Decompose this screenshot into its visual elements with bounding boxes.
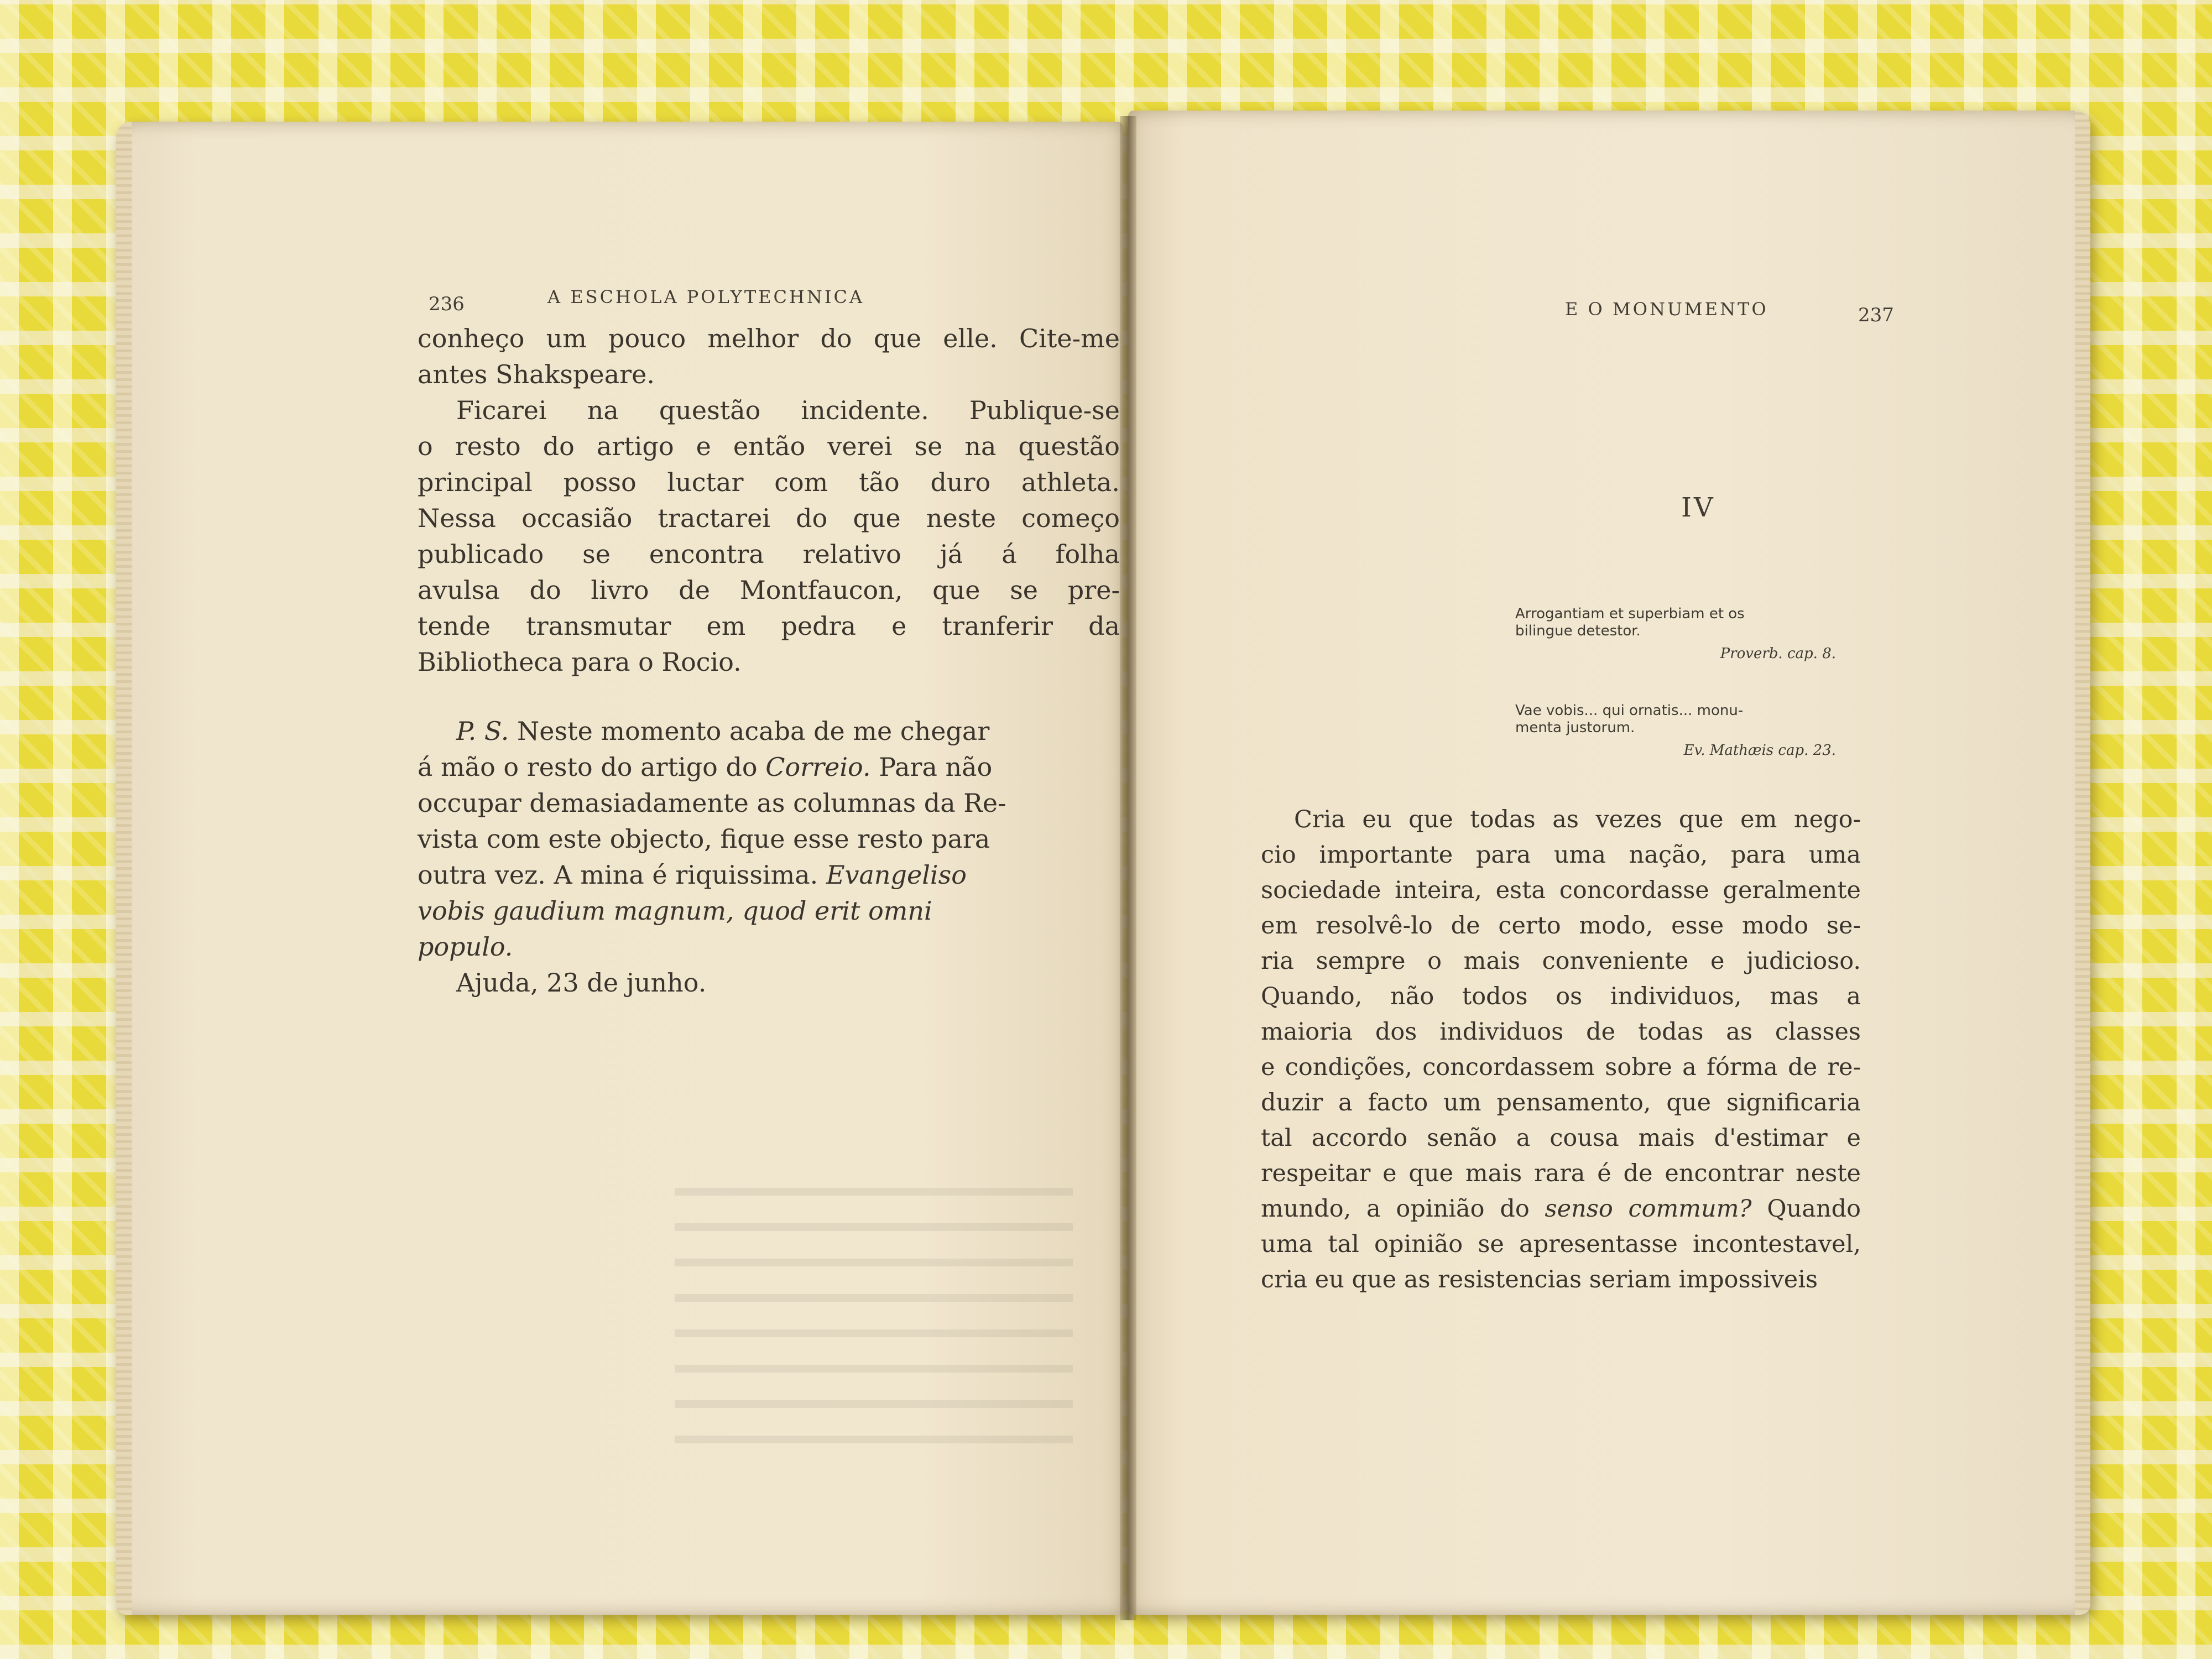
epigraph-reference: Ev. Mathæis cap. 23. bbox=[1683, 742, 1836, 759]
left-postscript bbox=[418, 713, 1120, 1001]
show-through-text bbox=[675, 1167, 1073, 1443]
text-line: Cria eu que todas as vezes que em nego- bbox=[1294, 806, 1861, 833]
ps-text: á mão o resto do artigo do bbox=[418, 752, 758, 782]
text-line: respeitar e que mais rara é de encontrar neste bbox=[1261, 1160, 1861, 1187]
text-line: principal posso luctar com tão duro athleta. bbox=[418, 467, 1120, 497]
right-body-text bbox=[1261, 802, 1861, 1297]
left-body-para2 bbox=[418, 393, 1120, 680]
text-line: ria sempre o mais conveniente e judicioso. bbox=[1261, 947, 1861, 975]
left-body-para1 bbox=[418, 321, 1120, 393]
body-text: mundo, a opinião do bbox=[1261, 1195, 1530, 1223]
text-line: e condições, concordassem sobre a fórma de re- bbox=[1261, 1053, 1861, 1081]
page-number-right: 237 bbox=[1858, 304, 1894, 326]
body-text: Quando bbox=[1767, 1195, 1861, 1223]
epigraph-line: menta justorum. bbox=[1515, 719, 1635, 736]
text-line: publicado se encontra relativo já á folha bbox=[418, 539, 1120, 569]
epigraph-2 bbox=[1515, 702, 1836, 759]
text-line: o resto do artigo e então verei se na questão bbox=[418, 431, 1120, 461]
right-page bbox=[1128, 111, 2090, 1615]
text-line bbox=[418, 857, 1120, 893]
epigraph-reference: Proverb. cap. 8. bbox=[1720, 645, 1836, 662]
ps-text: Neste momento acaba de me chegar bbox=[517, 716, 990, 746]
epigraph-line: bilingue detestor. bbox=[1515, 623, 1641, 639]
body-italic: senso commum? bbox=[1545, 1195, 1752, 1223]
chapter-heading: IV bbox=[1681, 492, 1715, 523]
text-line: uma tal opinião se apresentasse incontestavel, bbox=[1261, 1230, 1861, 1258]
ps-text: outra vez. A mina é riquissima. bbox=[418, 860, 818, 890]
ps-text: Para não bbox=[879, 752, 993, 782]
ps-italic: Evangeliso bbox=[826, 860, 967, 890]
text-line: duzir a facto um pensamento, que significaria bbox=[1261, 1089, 1861, 1117]
book-spine bbox=[1120, 116, 1136, 1620]
epigraph-line: Arrogantiam et superbiam et os bbox=[1515, 606, 1745, 622]
left-page-edge bbox=[116, 122, 132, 1615]
text-line: Nessa occasião tractarei do que neste começo bbox=[418, 503, 1120, 533]
text-line: maioria dos individuos de todas as classes bbox=[1261, 1018, 1861, 1046]
text-line: vobis gaudium magnum, quod erit omni bbox=[418, 896, 932, 926]
page-number-left: 236 bbox=[429, 293, 465, 315]
text-line: populo. bbox=[418, 932, 513, 962]
text-line: avulsa do livro de Montfaucon, que se pre- bbox=[418, 575, 1120, 605]
text-line: tende transmutar em pedra e tranferir da bbox=[418, 611, 1120, 641]
text-line: cria eu que as resistencias seriam impossiveis bbox=[1261, 1266, 1818, 1293]
text-line bbox=[418, 749, 1120, 785]
epigraph-line: Vae vobis... qui ornatis... monu- bbox=[1515, 702, 1744, 719]
text-line bbox=[1261, 1191, 1861, 1227]
ps-label: P. S. bbox=[456, 716, 509, 746]
text-line: cio importante para uma nação, para uma bbox=[1261, 841, 1861, 869]
running-head-right: E O MONUMENTO bbox=[1565, 299, 1768, 320]
text-line bbox=[418, 713, 1120, 749]
running-head-left: A ESCHOLA POLYTECHNICA bbox=[547, 286, 865, 307]
text-line: occupar demasiadamente as columnas da Re- bbox=[418, 788, 1006, 818]
text-line: sociedade inteira, esta concordasse geralmente bbox=[1261, 877, 1861, 904]
epigraph-1 bbox=[1515, 606, 1836, 662]
open-book bbox=[116, 94, 2096, 1637]
text-line: Bibliotheca para o Rocio. bbox=[418, 647, 742, 677]
text-line: vista com este objecto, fique esse resto para bbox=[418, 824, 990, 854]
right-page-edge bbox=[2075, 111, 2090, 1615]
text-line: tal accordo senão a cousa mais d'estimar e bbox=[1261, 1124, 1861, 1152]
text-line: Quando, não todos os individuos, mas a bbox=[1261, 983, 1861, 1010]
text-line: Ficarei na questão incidente. Publique-se bbox=[456, 395, 1120, 425]
signoff: Ajuda, 23 de junho. bbox=[456, 968, 707, 998]
text-line: em resolvê-lo de certo modo, esse modo se- bbox=[1261, 912, 1861, 940]
text-line: conheço um pouco melhor do que elle. Cite-me bbox=[418, 324, 1120, 353]
text-line: antes Shakspeare. bbox=[418, 359, 655, 389]
ps-italic: Correio. bbox=[765, 752, 871, 782]
